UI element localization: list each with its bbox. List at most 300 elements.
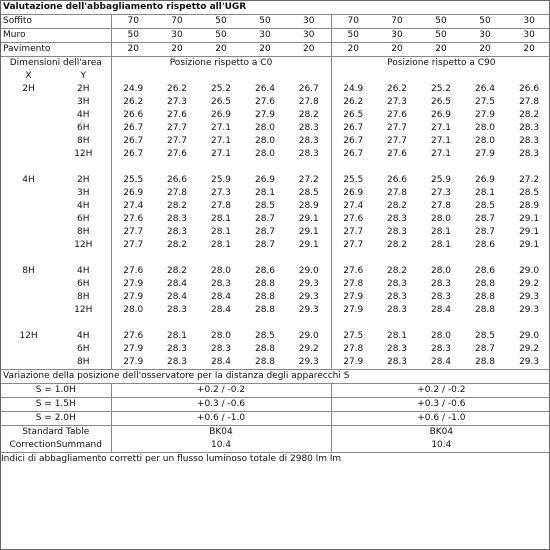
ugr-value-c0: 27.9 <box>123 344 144 354</box>
ugr-value-c0: 28.0 <box>254 136 276 146</box>
variation-label: S = 1.5H <box>1 398 111 412</box>
ugr-value-c0: 27.7 <box>123 227 144 237</box>
ugr-value-c90: 28.1 <box>386 331 408 341</box>
area-y-value: 4H <box>56 330 111 343</box>
ugr-value-c0: 28.5 <box>287 187 331 200</box>
ugr-value-c90: 29.3 <box>519 357 540 367</box>
ugr-value-c90: 27.8 <box>430 201 452 211</box>
ugr-value-c0: 26.7 <box>123 123 144 133</box>
ugr-value-c90: 28.3 <box>386 214 408 224</box>
ugr-value-c0: 29.1 <box>287 226 331 239</box>
reflectance-value: 70 <box>111 15 155 29</box>
ugr-value-c0: 29.1 <box>287 239 331 252</box>
reflectance-row <box>1 43 550 57</box>
reflectance-value: 20 <box>507 43 550 57</box>
ugr-value-c90: 28.3 <box>386 227 408 237</box>
ugr-value-c0: 27.1 <box>210 136 232 146</box>
reflectance-value: 30 <box>155 29 199 43</box>
ugr-row <box>1 265 550 278</box>
ugr-value-c0: 27.4 <box>123 201 144 211</box>
title-row <box>1 1 550 15</box>
ugr-value-c0: 27.3 <box>210 188 232 198</box>
ugr-value-c0: 27.6 <box>166 110 188 120</box>
ugr-value-c90: 28.5 <box>474 201 496 211</box>
ugr-row <box>1 291 550 304</box>
reflectance-value: 30 <box>375 29 419 43</box>
ugr-value-c0: 26.2 <box>123 97 144 107</box>
ugr-value-c90: 28.8 <box>474 279 496 289</box>
reflectance-value: 20 <box>287 43 331 57</box>
ugr-value-c0: 25.5 <box>123 175 144 185</box>
area-y-value: 12H <box>56 304 111 317</box>
spacer-cell <box>1 161 111 174</box>
ugr-value-c0: 27.6 <box>254 97 276 107</box>
ugr-value-c90: 27.8 <box>386 188 408 198</box>
ugr-value-c0: 25.2 <box>210 84 232 94</box>
ugr-value-c0: 28.8 <box>254 344 276 354</box>
ugr-value-c90: 28.0 <box>430 331 452 341</box>
area-x-value: 8H <box>22 266 35 276</box>
position-c90-label: Posizione rispetto a C90 <box>387 58 496 68</box>
ugr-value-c0: 27.6 <box>123 331 144 341</box>
standard-table-c90: BK04 <box>429 427 454 437</box>
ugr-value-c0: 29.3 <box>287 291 331 304</box>
spacer-cell <box>1 252 111 265</box>
ugr-value-c90: 27.5 <box>343 331 364 341</box>
ugr-value-c0: 28.2 <box>166 266 188 276</box>
ugr-value-c90: 29.0 <box>519 331 540 341</box>
area-y-value: 2H <box>56 174 111 187</box>
ugr-row <box>1 83 550 96</box>
ugr-value-c0: 27.7 <box>166 136 188 146</box>
area-x-value <box>1 187 56 200</box>
area-y-value: 6H <box>56 278 111 291</box>
ugr-value-c0: 28.6 <box>254 266 276 276</box>
ugr-row <box>1 226 550 239</box>
variation-c0: +0.6 / -1.0 <box>111 412 331 426</box>
ugr-value-c90: 27.1 <box>430 123 452 133</box>
ugr-value-c0: 29.3 <box>287 304 331 317</box>
ugr-value-c90: 28.0 <box>474 136 496 146</box>
area-x-value <box>1 226 56 239</box>
ugr-value-c90: 27.8 <box>343 344 364 354</box>
ugr-value-c0: 24.9 <box>123 84 144 94</box>
ugr-value-c90: 27.5 <box>474 97 496 107</box>
ugr-row <box>1 200 550 213</box>
ugr-value-c90: 28.3 <box>430 344 452 354</box>
spacer-cell <box>331 252 550 265</box>
report-title: Valutazione dell'abbagliamento rispetto all'UGR <box>1 1 550 15</box>
area-x-value <box>1 291 56 304</box>
ugr-value-c0: 28.3 <box>210 279 232 289</box>
spacer-cell <box>111 161 331 174</box>
ugr-value-c90: 27.6 <box>343 266 364 276</box>
spacer-cell <box>1 317 111 330</box>
ugr-row <box>1 278 550 291</box>
ugr-value-c0: 28.3 <box>166 344 188 354</box>
ugr-value-c90: 25.2 <box>430 84 452 94</box>
ugr-value-c90: 27.9 <box>343 357 364 367</box>
area-x-value <box>1 213 56 226</box>
ugr-value-c0: 28.0 <box>254 149 276 159</box>
ugr-value-c90: 25.9 <box>430 175 452 185</box>
dimensions-label: Dimensioni dell'area <box>1 57 111 71</box>
reflectance-label: Muro <box>1 29 111 43</box>
ugr-value-c0: 28.5 <box>254 331 276 341</box>
ugr-value-c0: 27.9 <box>123 279 144 289</box>
ugr-value-c90: 25.5 <box>343 175 364 185</box>
ugr-value-c90: 26.7 <box>343 123 364 133</box>
reflectance-value: 50 <box>419 29 463 43</box>
header-spacer <box>331 70 550 83</box>
ugr-value-c90: 27.6 <box>386 149 408 159</box>
ugr-value-c90: 28.2 <box>519 110 540 120</box>
ugr-value-c90: 26.4 <box>474 84 496 94</box>
ugr-row <box>1 304 550 317</box>
reflectance-value: 50 <box>111 29 155 43</box>
ugr-value-c90: 28.8 <box>474 357 496 367</box>
reflectance-value: 30 <box>463 29 507 43</box>
reflectance-value: 20 <box>243 43 287 57</box>
ugr-value-c90: 26.5 <box>430 97 452 107</box>
ugr-value-c90: 28.3 <box>386 305 408 315</box>
ugr-value-c0: 27.6 <box>123 266 144 276</box>
ugr-value-c0: 27.3 <box>166 97 188 107</box>
ugr-value-c90: 29.2 <box>519 344 540 354</box>
variation-title-row <box>1 370 550 384</box>
area-x-value: 2H <box>22 84 35 94</box>
ugr-value-c90: 28.3 <box>386 292 408 302</box>
area-x-value <box>1 278 56 291</box>
ugr-value-c0: 27.9 <box>123 357 144 367</box>
ugr-value-c0: 26.6 <box>166 175 188 185</box>
ugr-value-c0: 28.4 <box>210 305 232 315</box>
ugr-value-c90: 28.9 <box>519 201 540 211</box>
reflectance-value: 30 <box>287 15 331 29</box>
ugr-value-c90: 28.0 <box>430 266 452 276</box>
ugr-value-c90: 27.9 <box>474 110 496 120</box>
correction-label: CorrectionSummand <box>1 439 111 453</box>
ugr-value-c90: 29.3 <box>519 292 540 302</box>
ugr-value-c90: 26.2 <box>386 84 408 94</box>
spacer-cell <box>331 161 550 174</box>
ugr-value-c90: 28.3 <box>519 123 540 133</box>
ugr-value-c0: 28.8 <box>254 279 276 289</box>
reflectance-value: 20 <box>111 43 155 57</box>
ugr-value-c90: 28.3 <box>519 149 540 159</box>
variation-row <box>1 398 550 412</box>
area-y-value: 12H <box>56 239 111 252</box>
ugr-value-c90: 29.1 <box>519 214 540 224</box>
ugr-value-c90: 27.4 <box>343 201 364 211</box>
ugr-table <box>1 1 550 466</box>
standard-table-label: Standard Table <box>1 426 111 440</box>
ugr-value-c0: 26.5 <box>210 97 232 107</box>
ugr-value-c90: 27.3 <box>386 97 408 107</box>
ugr-value-c90: 27.7 <box>343 227 364 237</box>
ugr-value-c90: 28.6 <box>474 240 496 250</box>
spacer-cell <box>111 252 331 265</box>
ugr-value-c0: 28.3 <box>166 214 188 224</box>
area-y-value: 4H <box>56 200 111 213</box>
variation-row <box>1 384 550 398</box>
ugr-value-c90: 27.2 <box>519 175 540 185</box>
reflectance-value: 20 <box>419 43 463 57</box>
ugr-value-c90: 29.3 <box>519 305 540 315</box>
ugr-value-c0: 27.8 <box>166 188 188 198</box>
ugr-value-c90: 26.7 <box>343 149 364 159</box>
ugr-value-c90: 27.1 <box>430 136 452 146</box>
ugr-value-c90: 26.2 <box>343 97 364 107</box>
reflectance-value: 30 <box>243 29 287 43</box>
area-y-value: 6H <box>56 343 111 356</box>
header-spacer <box>111 70 331 83</box>
reflectance-value: 50 <box>199 15 243 29</box>
reflectance-value: 20 <box>375 43 419 57</box>
area-y-value: 8H <box>56 226 111 239</box>
reflectance-value: 50 <box>419 15 463 29</box>
area-x-value: 4H <box>22 175 35 185</box>
ugr-value-c0: 28.3 <box>166 227 188 237</box>
area-x-value <box>1 200 56 213</box>
spacer-row <box>1 317 550 330</box>
position-c0-label: Posizione rispetto a C0 <box>111 57 331 71</box>
reflectance-value: 30 <box>507 29 550 43</box>
ugr-value-c90: 28.8 <box>474 305 496 315</box>
correction-c0: 10.4 <box>111 439 331 453</box>
ugr-value-c0: 28.5 <box>254 201 276 211</box>
area-y-value: 2H <box>56 83 111 96</box>
ugr-row <box>1 122 550 135</box>
ugr-value-c0: 28.0 <box>210 331 232 341</box>
area-y-value: 8H <box>56 135 111 148</box>
ugr-value-c90: 27.7 <box>386 123 408 133</box>
reflectance-value: 70 <box>155 15 199 29</box>
area-x-value <box>1 135 56 148</box>
ugr-value-c0: 28.8 <box>254 292 276 302</box>
ugr-value-c90: 28.8 <box>474 292 496 302</box>
reflectance-value: 20 <box>199 43 243 57</box>
ugr-value-c0: 28.4 <box>210 357 232 367</box>
reflectance-value: 50 <box>243 15 287 29</box>
ugr-row <box>1 343 550 356</box>
ugr-value-c90: 26.6 <box>519 84 540 94</box>
ugr-value-c0: 28.8 <box>254 357 276 367</box>
ugr-value-c0: 28.3 <box>166 357 188 367</box>
reflectance-label: Pavimento <box>1 43 111 57</box>
ugr-row <box>1 96 550 109</box>
reflectance-value: 50 <box>463 15 507 29</box>
note-row <box>1 453 550 467</box>
ugr-row <box>1 174 550 187</box>
ugr-value-c0: 28.1 <box>210 227 232 237</box>
reflectance-value: 30 <box>507 15 550 29</box>
ugr-value-c0: 27.2 <box>287 174 331 187</box>
ugr-value-c90: 28.3 <box>386 344 408 354</box>
ugr-value-c90: 28.5 <box>474 331 496 341</box>
ugr-value-c90: 28.3 <box>430 292 452 302</box>
ugr-value-c90: 28.6 <box>474 266 496 276</box>
reflectance-row <box>1 15 550 29</box>
ugr-value-c0: 28.4 <box>166 292 188 302</box>
ugr-value-c90: 29.0 <box>519 266 540 276</box>
ugr-value-c90: 27.7 <box>343 240 364 250</box>
ugr-value-c0: 27.9 <box>254 110 276 120</box>
ugr-value-c0: 29.2 <box>287 343 331 356</box>
reflectance-value: 50 <box>199 29 243 43</box>
footnote: Indici di abbagliamento corretti per un flusso luminoso totale di 2980 lm lm <box>1 454 342 464</box>
variation-label: S = 1.0H <box>1 384 111 398</box>
area-y-value: 6H <box>56 122 111 135</box>
ugr-value-c0: 25.9 <box>210 175 232 185</box>
spacer-cell <box>111 317 331 330</box>
ugr-value-c90: 28.3 <box>519 136 540 146</box>
reflectance-value: 20 <box>463 43 507 57</box>
ugr-value-c90: 27.3 <box>430 188 452 198</box>
reflectance-label: Soffito <box>1 15 111 29</box>
reflectance-value: 30 <box>287 29 331 43</box>
ugr-value-c90: 27.6 <box>343 214 364 224</box>
ugr-value-c90: 28.4 <box>430 357 452 367</box>
area-y-value: 6H <box>56 213 111 226</box>
ugr-value-c90: 27.9 <box>474 149 496 159</box>
area-y-value: 3H <box>56 187 111 200</box>
ugr-value-c90: 28.0 <box>430 214 452 224</box>
area-x-value <box>1 109 56 122</box>
ugr-row <box>1 109 550 122</box>
reflectance-value: 70 <box>331 15 375 29</box>
ugr-row <box>1 330 550 343</box>
standard-table-row <box>1 426 550 440</box>
ugr-value-c0: 29.3 <box>287 278 331 291</box>
x-label: X <box>25 71 32 81</box>
ugr-value-c0: 29.3 <box>287 356 331 370</box>
ugr-value-c90: 28.2 <box>386 266 408 276</box>
ugr-value-c0: 26.2 <box>166 84 188 94</box>
area-x-value <box>1 356 56 370</box>
ugr-value-c0: 28.3 <box>287 135 331 148</box>
ugr-row <box>1 148 550 161</box>
ugr-value-c0: 26.7 <box>287 83 331 96</box>
ugr-value-c0: 26.7 <box>123 136 144 146</box>
area-x-value <box>1 122 56 135</box>
ugr-value-c90: 29.1 <box>519 240 540 250</box>
variation-label: S = 2.0H <box>1 412 111 426</box>
area-x-value <box>1 96 56 109</box>
ugr-value-c0: 26.7 <box>123 149 144 159</box>
variation-c0: +0.3 / -0.6 <box>111 398 331 412</box>
ugr-value-c0: 28.1 <box>166 331 188 341</box>
reflectance-row <box>1 29 550 43</box>
ugr-value-c0: 28.4 <box>210 292 232 302</box>
ugr-value-c0: 27.1 <box>210 123 232 133</box>
spacer-cell <box>331 317 550 330</box>
ugr-value-c90: 27.9 <box>343 292 364 302</box>
ugr-value-c0: 27.6 <box>166 149 188 159</box>
spacer-row <box>1 252 550 265</box>
ugr-value-c0: 28.0 <box>123 305 144 315</box>
ugr-value-c0: 26.9 <box>210 110 232 120</box>
ugr-value-c90: 28.7 <box>474 214 496 224</box>
reflectance-value: 70 <box>375 15 419 29</box>
ugr-value-c90: 27.7 <box>386 136 408 146</box>
ugr-value-c0: 27.8 <box>210 201 232 211</box>
ugr-value-c0: 28.4 <box>166 279 188 289</box>
variation-title: Variazione della posizione dell'osservatore per la distanza degli apparecchi S <box>1 370 550 384</box>
ugr-value-c0: 26.9 <box>123 188 144 198</box>
ugr-value-c90: 29.1 <box>519 227 540 237</box>
area-y-value: 4H <box>56 265 111 278</box>
ugr-row <box>1 356 550 370</box>
ugr-value-c90: 26.6 <box>386 175 408 185</box>
ugr-row <box>1 187 550 200</box>
ugr-value-c90: 26.9 <box>474 175 496 185</box>
ugr-value-c0: 26.9 <box>254 175 276 185</box>
ugr-value-c0: 28.2 <box>287 109 331 122</box>
ugr-value-c0: 26.4 <box>254 84 276 94</box>
variation-c90: +0.6 / -1.0 <box>331 412 550 426</box>
ugr-value-c0: 28.2 <box>166 240 188 250</box>
area-x-value <box>1 148 56 161</box>
area-y-value: 8H <box>56 356 111 370</box>
ugr-value-c0: 27.7 <box>166 123 188 133</box>
ugr-value-c90: 28.7 <box>474 344 496 354</box>
area-y-value: 3H <box>56 96 111 109</box>
ugr-value-c90: 28.1 <box>474 188 496 198</box>
ugr-value-c90: 28.3 <box>386 279 408 289</box>
ugr-value-c90: 26.7 <box>343 136 364 146</box>
ugr-value-c90: 27.8 <box>343 279 364 289</box>
ugr-value-c0: 27.7 <box>123 240 144 250</box>
area-y-value: 4H <box>56 109 111 122</box>
variation-c0: +0.2 / -0.2 <box>111 384 331 398</box>
ugr-value-c0: 28.3 <box>287 148 331 161</box>
ugr-row <box>1 135 550 148</box>
ugr-value-c0: 28.8 <box>254 305 276 315</box>
area-x-value: 12H <box>19 331 38 341</box>
ugr-row <box>1 213 550 226</box>
area-x-value <box>1 304 56 317</box>
ugr-row <box>1 239 550 252</box>
ugr-value-c0: 28.9 <box>287 200 331 213</box>
variation-row <box>1 412 550 426</box>
ugr-value-c0: 28.1 <box>210 240 232 250</box>
ugr-value-c90: 29.2 <box>519 279 540 289</box>
ugr-value-c0: 28.7 <box>254 214 276 224</box>
ugr-value-c90: 28.2 <box>386 201 408 211</box>
correction-row <box>1 439 550 453</box>
ugr-value-c90: 24.9 <box>343 84 364 94</box>
ugr-value-c90: 27.6 <box>386 110 408 120</box>
ugr-value-c90: 26.5 <box>343 110 364 120</box>
ugr-value-c0: 29.1 <box>287 213 331 226</box>
spacer-row <box>1 161 550 174</box>
ugr-value-c90: 27.9 <box>343 305 364 315</box>
reflectance-value: 20 <box>331 43 375 57</box>
ugr-value-c90: 28.1 <box>430 240 452 250</box>
area-x-value <box>1 239 56 252</box>
ugr-value-c0: 27.8 <box>287 96 331 109</box>
ugr-value-c0: 28.2 <box>166 201 188 211</box>
ugr-value-c90: 28.0 <box>474 123 496 133</box>
ugr-value-c0: 29.0 <box>287 265 331 278</box>
ugr-value-c0: 29.0 <box>287 330 331 343</box>
ugr-value-c0: 26.6 <box>123 110 144 120</box>
ugr-value-c0: 28.7 <box>254 240 276 250</box>
xy-header-row <box>1 70 550 83</box>
ugr-value-c90: 26.9 <box>343 188 364 198</box>
standard-table-c0: BK04 <box>111 426 331 440</box>
